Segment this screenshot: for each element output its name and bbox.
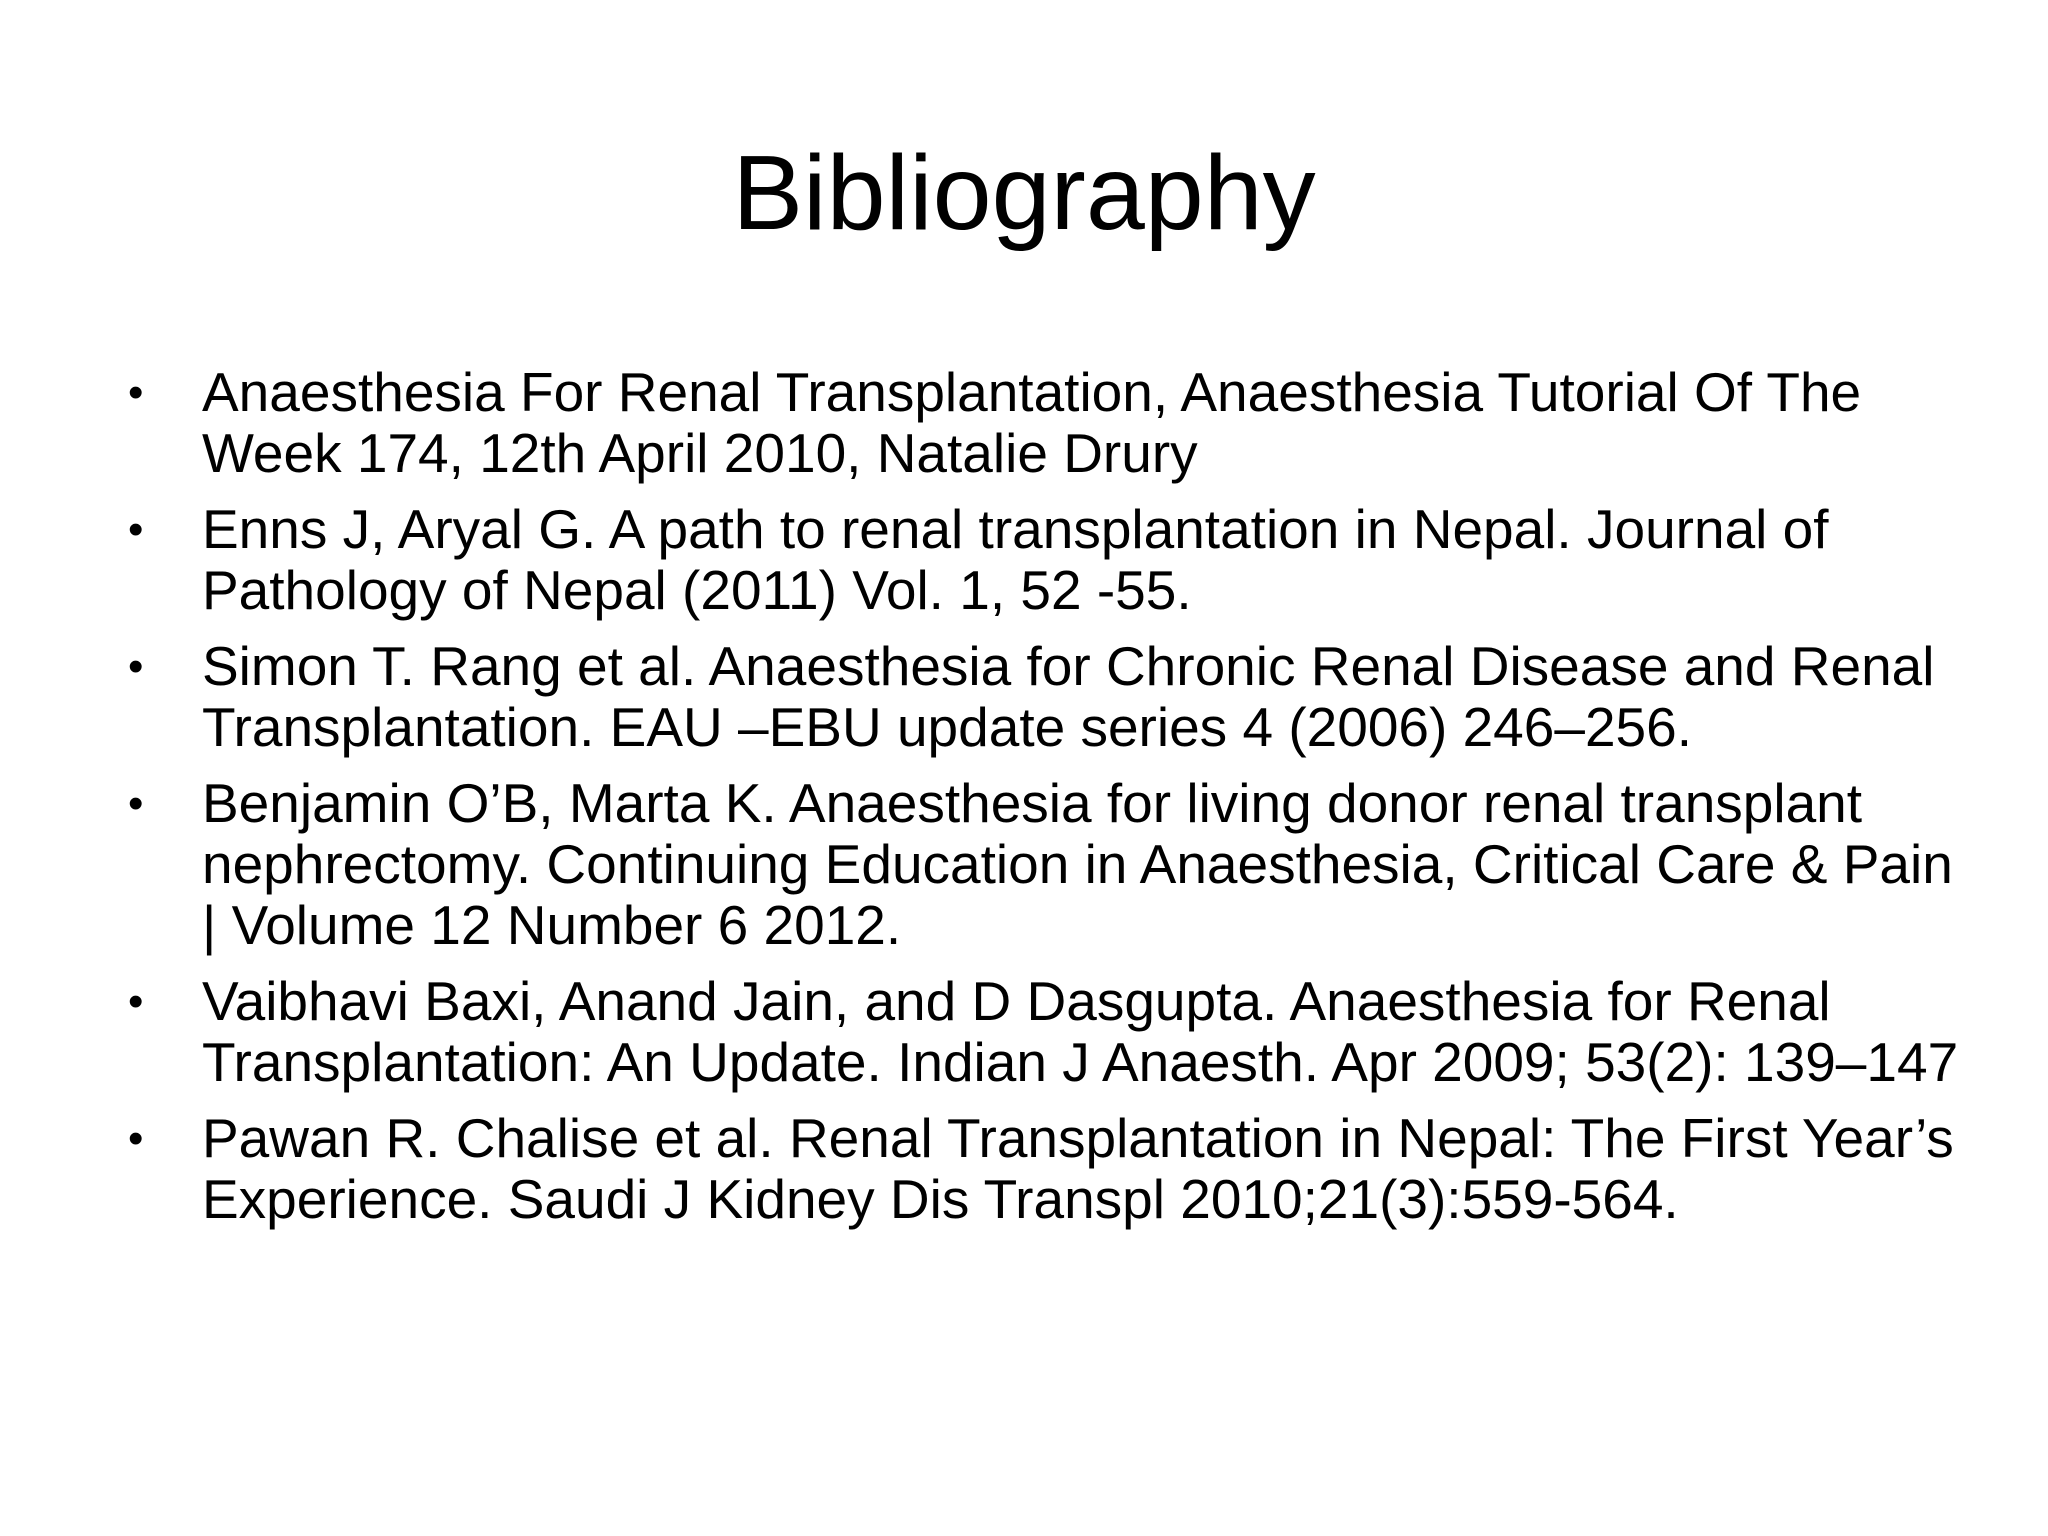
list-item [120,971,1960,1093]
bullet-icon: • [128,642,144,691]
bullet-icon: • [128,1114,144,1163]
reference-text: Benjamin O’B, Marta K. Anaesthesia for living donor renal transplant nephrectomy. Continuing Education in Anaesthesia, Critical Care & Pain | Volume 12 Number 6 2012. [202,772,1953,956]
list-item [120,773,1960,956]
list-item [120,499,1960,621]
bullet-icon: • [128,779,144,828]
reference-text: Vaibhavi Baxi, Anand Jain, and D Dasgupta. Anaesthesia for Renal Transplantation: An Update. Indian J Anaesth. Apr 2009; 53(2): 139–147 [202,970,1959,1093]
bibliography-list [120,362,1960,1245]
bullet-icon: • [128,368,144,417]
bullet-icon: • [128,977,144,1026]
reference-text: Anaesthesia For Renal Transplantation, Anaesthesia Tutorial Of The Week 174, 12th April 2010, Natalie Drury [202,361,1862,484]
reference-text: Pawan R. Chalise et al. Renal Transplantation in Nepal: The First Year’s Experience. Saudi J Kidney Dis Transpl 2010;21(3):559-564. [202,1107,1954,1230]
reference-text: Simon T. Rang et al. Anaesthesia for Chronic Renal Disease and Renal Transplantation. EAU –EBU update series 4 (2006) 246–256. [202,635,1935,758]
list-item [120,636,1960,758]
list-item [120,362,1960,484]
list-item [120,1108,1960,1230]
reference-text: Enns J, Aryal G. A path to renal transplantation in Nepal. Journal of Pathology of Nepal (2011) Vol. 1, 52 -55. [202,498,1829,621]
bullet-icon: • [128,505,144,554]
slide-title: Bibliography [732,134,1316,252]
